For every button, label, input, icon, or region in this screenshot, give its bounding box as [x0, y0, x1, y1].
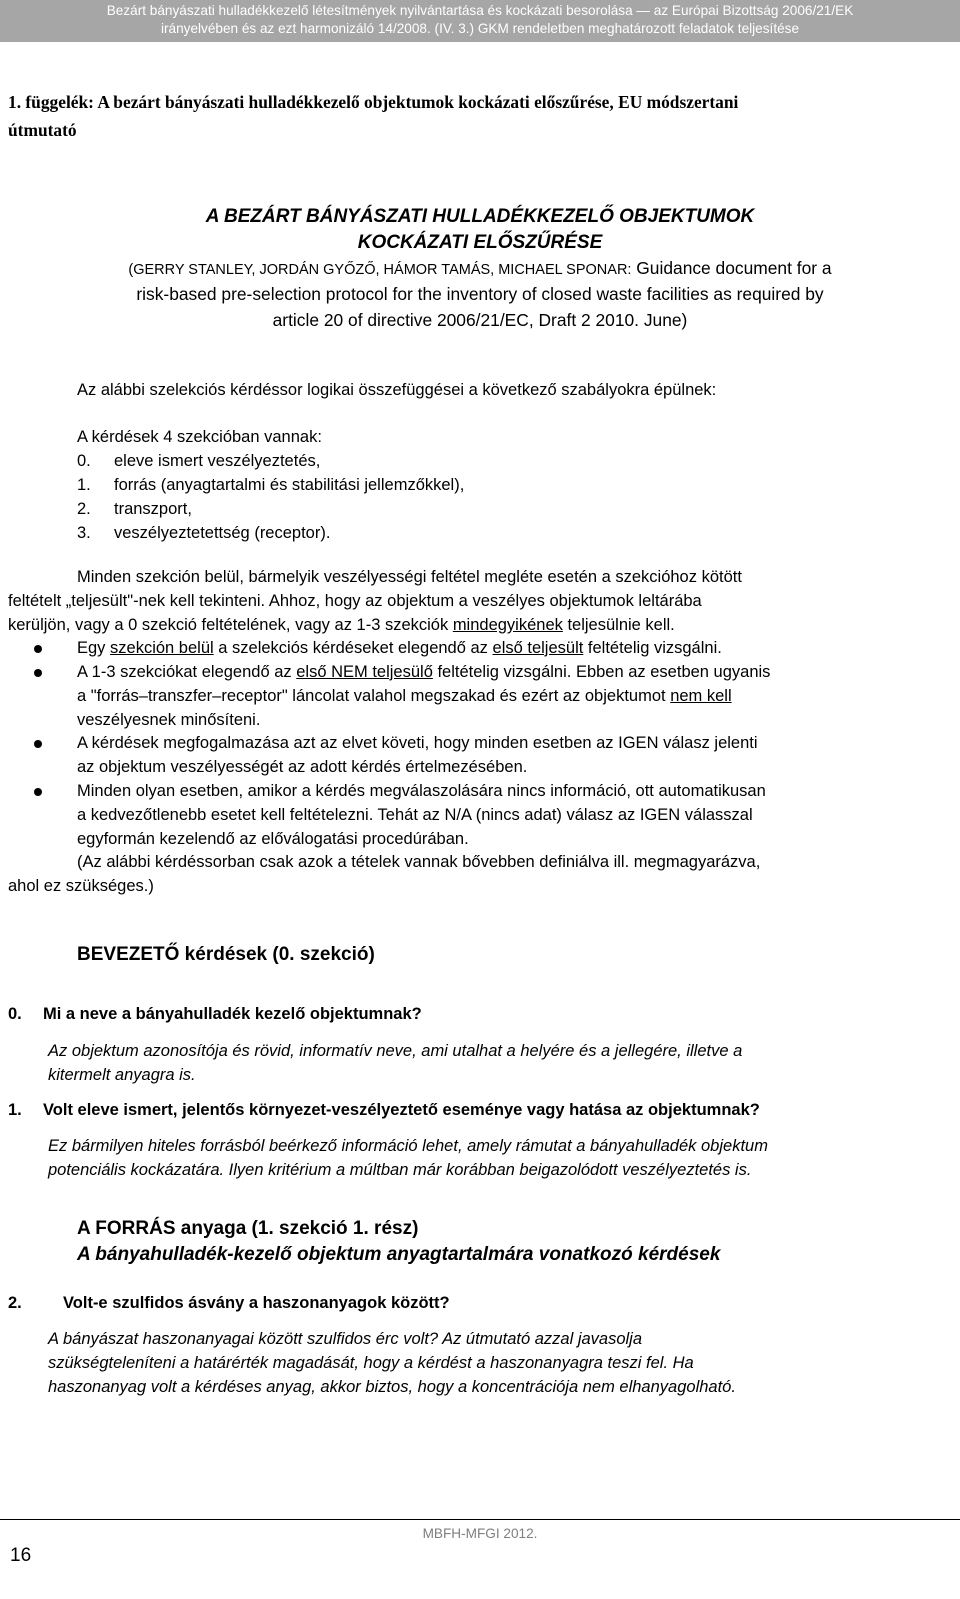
footer-org: MBFH-MFGI 2012.	[422, 1526, 538, 1541]
bullet-2-line-3: veszélyesnek minősíteni.	[77, 711, 261, 729]
bullet-1	[77, 639, 722, 658]
section-item-num: 0.	[77, 452, 91, 470]
bullet-3-line-1: A kérdések megfogalmazása azt az elvet követi, hogy minden esetben az IGEN válasz jelenti	[77, 734, 758, 752]
note-line-1: (Az alábbi kérdéssorban csak azok a tételek vannak bővebben definiálva ill. megmagyarázva,	[77, 853, 761, 871]
bullet-3-line-2: az objektum veszélyességét az adott kérdés értelmezésében.	[77, 758, 528, 776]
bullet-dot	[34, 645, 42, 653]
doc-title-line-1: A BEZÁRT BÁNYÁSZATI HULLADÉKKEZELŐ OBJEKTUMOK	[205, 206, 755, 227]
bullet-text: Egy	[77, 639, 111, 657]
question-0	[8, 1005, 422, 1024]
rules-line-2: feltételt „teljesült"-nek kell tekinteni. Ahhoz, hogy az objektum a veszélyes objektumok leltárába	[8, 592, 702, 610]
bullet-4-line-1: Minden olyan esetben, amikor a kérdés megválaszolására nincs információ, ott automatikusan	[77, 782, 766, 800]
rules-line-3	[8, 616, 675, 635]
section-item-0	[77, 452, 321, 471]
question-2-desc-line-1: A bányászat haszonanyagai között szulfidos érc volt? Az útmutató azzal javasolja	[48, 1330, 643, 1348]
question-text: Volt-e szulfidos ásvány a haszonanyagok között?	[63, 1294, 450, 1312]
bullet-text: A 1-3 szekciókat elegendő az	[77, 663, 297, 681]
appendix-title-line-2: útmutató	[8, 120, 77, 140]
bullet-underlined: első NEM teljesülő	[296, 663, 433, 681]
doc-title-citation-line-2: risk-based pre-selection protocol for the inventory of closed waste facilities as required by	[136, 284, 824, 304]
sections-intro: A kérdések 4 szekcióban vannak:	[77, 428, 322, 446]
bullet-underlined: nem kell	[670, 687, 732, 705]
question-number: 1.	[8, 1101, 22, 1119]
question-2	[8, 1294, 450, 1313]
bullet-2-line-1	[77, 663, 770, 682]
rules-underlined: mindegyikének	[452, 616, 563, 634]
doc-title-citation-line-3: article 20 of directive 2006/21/EC, Draft 2 2010. June)	[272, 310, 688, 330]
section-0-heading: BEVEZETŐ kérdések (0. szekció)	[77, 944, 375, 965]
section-item-3	[77, 524, 331, 543]
section-item-1	[77, 476, 465, 495]
question-0-desc-line-1: Az objektum azonosítója és rövid, informatív neve, ami utalhat a helyére és a jellegére, illetve a	[48, 1042, 743, 1060]
section-item-num: 2.	[77, 500, 91, 518]
question-number: 0.	[8, 1005, 22, 1023]
question-1-desc-line-2: potenciális kockázatára. Ilyen kritérium a múltban már korábban beigazolódott veszélyeztetés is.	[48, 1161, 752, 1179]
bullet-4-line-3: egyformán kezelendő az előválogatási procedúrában.	[77, 830, 469, 848]
question-2-desc-line-3: haszonanyag volt a kérdéses anyag, akkor biztos, hogy a koncentrációja nem elhanyagolható.	[48, 1378, 736, 1396]
bullet-4-line-2: a kedvezőtlenebb esetet kell feltételezni. Tehát az N/A (nincs adat) válasz az IGEN válasszal	[77, 806, 753, 824]
bullet-text: a szelekciós kérdéseket elegendő az	[213, 639, 493, 657]
section-item-num: 1.	[77, 476, 91, 494]
section-item-2	[77, 500, 192, 519]
bullet-dot	[34, 669, 42, 677]
authors: (GERRY STANLEY, JORDÁN GYŐZŐ, HÁMOR TAMÁS, MICHAEL SPONAR:	[128, 262, 632, 278]
bullet-underlined: első teljesült	[492, 639, 584, 657]
section-1-heading-line-2: A bányahulladék-kezelő objektum anyagtartalmára vonatkozó kérdések	[77, 1244, 721, 1265]
bullet-text: a "forrás–transzfer–receptor" láncolat valahol megszakad és ezért az objektumot	[77, 687, 671, 705]
doc-title-citation-line-1	[0, 258, 960, 279]
question-1	[8, 1101, 760, 1120]
question-text: Volt eleve ismert, jelentős környezet-veszélyeztető eseménye vagy hatása az objektumnak?	[43, 1101, 760, 1119]
question-1-desc-line-1: Ez bármilyen hiteles forrásból beérkező információ lehet, amely rámutat a bányahulladék objektum	[48, 1137, 768, 1155]
bullet-dot	[34, 788, 42, 796]
bullet-text: feltételig vizsgálni. Ebben az esetben ugyanis	[432, 663, 771, 681]
section-item-text: eleve ismert veszélyeztetés,	[114, 452, 321, 470]
section-item-text: forrás (anyagtartalmi és stabilitási jellemzőkkel),	[114, 476, 465, 494]
rules-text: teljesülnie kell.	[562, 616, 675, 634]
intro-text: Az alábbi szelekciós kérdéssor logikai összefüggései a következő szabályokra épülnek:	[77, 381, 717, 399]
page-number: 16	[10, 1545, 32, 1566]
running-header	[0, 0, 960, 42]
citation-title-start: Guidance document for a	[631, 258, 832, 278]
doc-title-line-2: KOCKÁZATI ELŐSZŰRÉSE	[357, 232, 603, 253]
question-2-desc-line-2: szükségteleníteni a határérték magadását, hogy a kérdést a haszonanyagra teszi fel. Ha	[48, 1354, 694, 1372]
question-text: Mi a neve a bányahulladék kezelő objektumnak?	[43, 1005, 422, 1023]
bullet-text: feltételig vizsgálni.	[583, 639, 722, 657]
section-item-text: veszélyeztetettség (receptor).	[114, 524, 331, 542]
note-line-2: ahol ez szükséges.)	[8, 877, 154, 895]
bullet-dot	[34, 740, 42, 748]
header-line-1: Bezárt bányászati hulladékkezelő létesítmények nyilvántartása és kockázati besorolása — az Európai Bizottság 2006/21/EK	[106, 3, 854, 18]
question-0-desc-line-2: kitermelt anyagra is.	[48, 1066, 196, 1084]
footer-rule	[0, 1519, 960, 1520]
rules-line-1: Minden szekción belül, bármelyik veszélyességi feltétel megléte esetén a szekcióhoz kötött	[77, 568, 742, 586]
rules-text: kerüljön, vagy a 0 szekció feltételének, vagy az 1-3 szekciók	[8, 616, 453, 634]
appendix-title-line-1: 1. függelék: A bezárt bányászati hulladékkezelő objektumok kockázati előszűrése, EU módszertani	[8, 92, 739, 112]
bullet-underlined: szekción belül	[110, 639, 214, 657]
bullet-2-line-2	[77, 687, 938, 706]
question-number: 2.	[8, 1294, 22, 1312]
section-item-text: transzport,	[114, 500, 192, 518]
section-item-num: 3.	[77, 524, 91, 542]
header-line-2: irányelvében és az ezt harmonizáló 14/2008. (IV. 3.) GKM rendeletben meghatározott feladatok teljesítése	[160, 21, 800, 36]
section-1-heading-line-1: A FORRÁS anyaga (1. szekció 1. rész)	[77, 1218, 419, 1239]
